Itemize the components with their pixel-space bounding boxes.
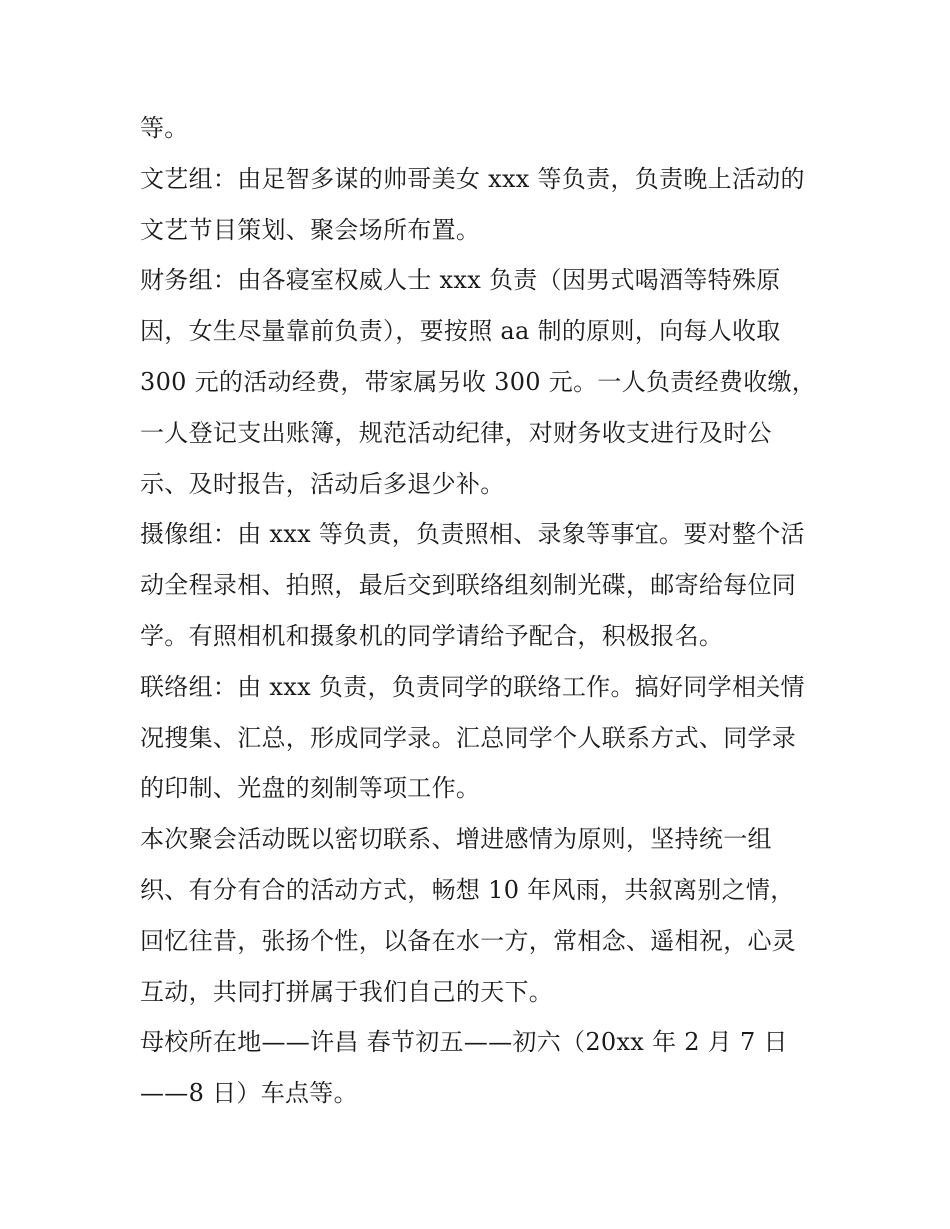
text-line: 母校所在地——许昌 春节初五——初六（20xx 年 2 月 7 日	[140, 1028, 788, 1057]
text-line: 本次聚会活动既以密切联系、增进感情为原则，坚持统一组	[140, 825, 772, 854]
text-line: 财务组：由各寝室权威人士 xxx 负责（因男式喝酒等特殊原	[140, 266, 781, 295]
text-line: 示、及时报告，活动后多退少补。	[140, 469, 505, 498]
text-line: 文艺组：由足智多谋的帅哥美女 xxx 等负责，负责晚上活动的	[140, 164, 805, 193]
text-line: 的印制、光盘的刻制等项工作。	[140, 774, 481, 803]
text-line: 300 元的活动经费，带家属另收 300 元。一人负责经费收缴，	[140, 367, 817, 396]
text-line: 回忆往昔，张扬个性，以备在水一方，常相念、遥相祝，心灵	[140, 926, 797, 955]
text-line: 摄像组：由 xxx 等负责，负责照相、录象等事宜。要对整个活	[140, 520, 805, 549]
text-line: 织、有分有合的活动方式，畅想 10 年风雨，共叙离别之情，	[140, 875, 795, 904]
text-line: 等。	[140, 114, 189, 142]
text-line: 文艺节目策划、聚会场所布置。	[140, 215, 481, 244]
text-line: 况搜集、汇总，形成同学录。汇总同学个人联系方式、同学录	[140, 723, 797, 752]
text-line: 因，女生尽量靠前负责），要按照 aa 制的原则，向每人收取	[140, 317, 781, 346]
text-line: 互动，共同打拼属于我们自己的天下。	[140, 977, 554, 1006]
text-line: 动全程录相、拍照，最后交到联络组刻制光碟，邮寄给每位同	[140, 571, 797, 600]
text-line: ——8 日）车点等。	[140, 1079, 358, 1108]
text-line: 联络组：由 xxx 负责，负责同学的联络工作。搞好同学相关情	[140, 672, 805, 701]
text-line: 学。有照相机和摄象机的同学请给予配合，积极报名。	[140, 621, 724, 650]
document-body	[140, 103, 820, 1119]
text-line: 一人登记支出账簿，规范活动纪律，对财务收支进行及时公	[140, 418, 772, 447]
